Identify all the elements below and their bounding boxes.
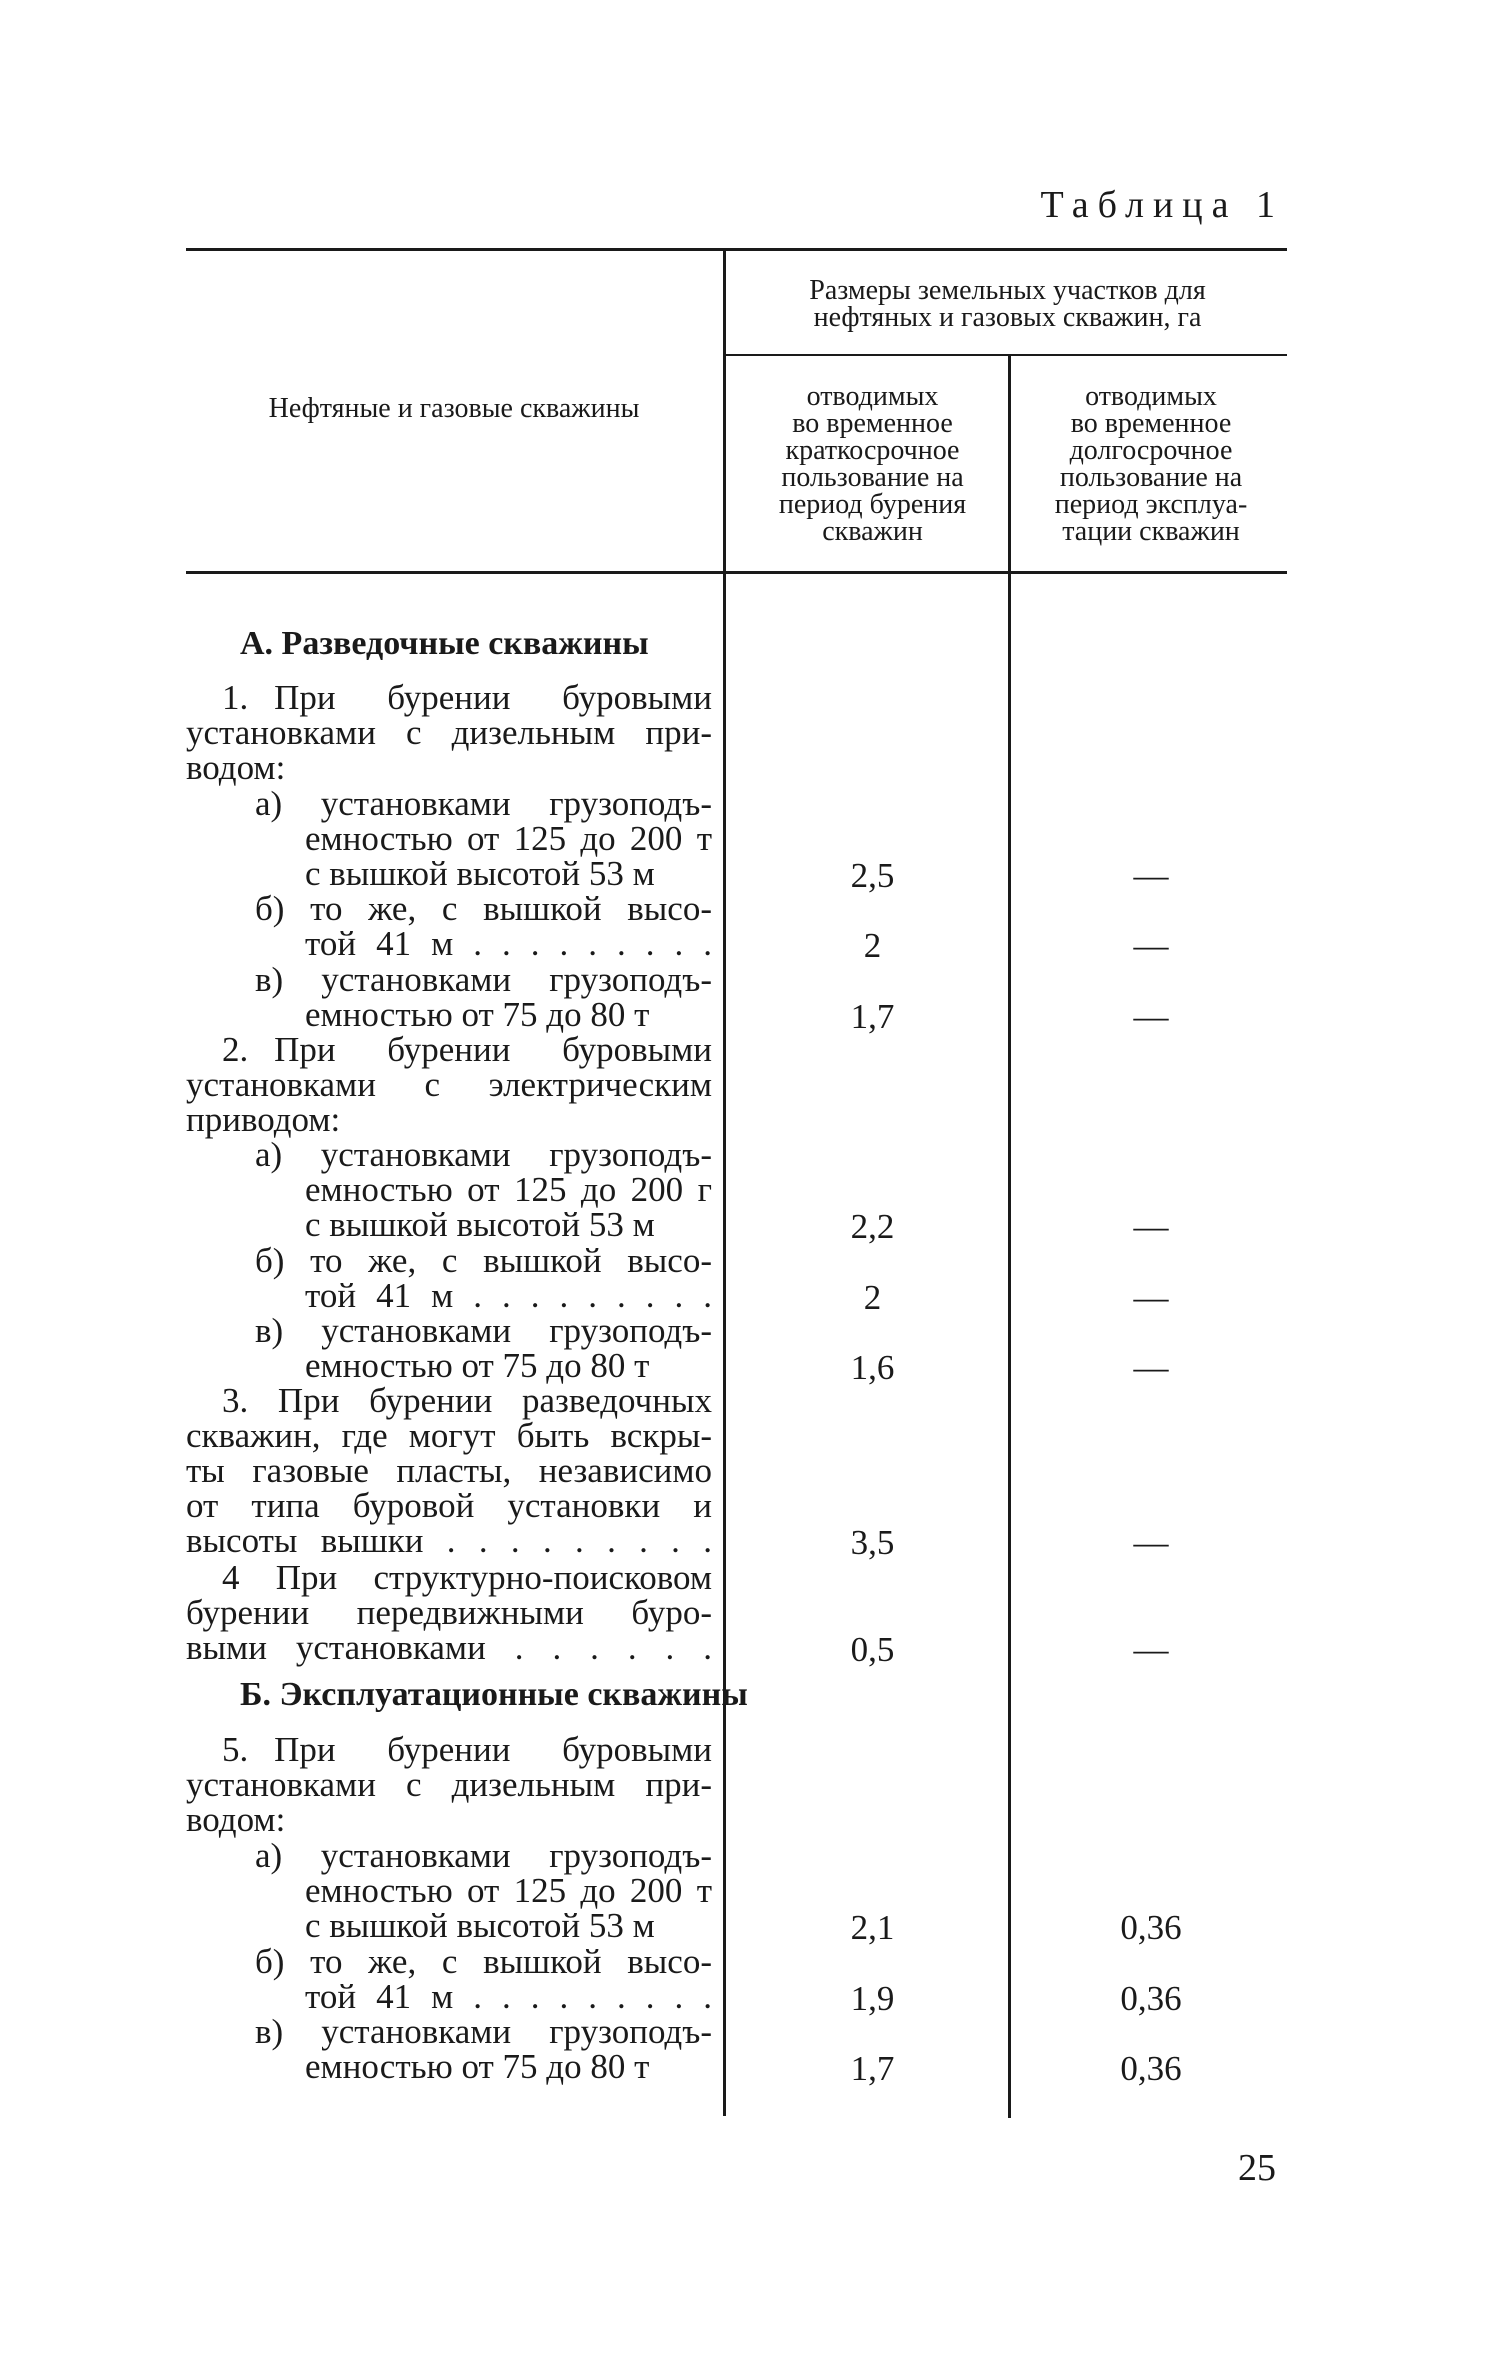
row-text-line: той 41 м . . . . . . . . .: [305, 1977, 712, 2016]
row-text-line: в) установками грузоподъ-: [255, 2012, 712, 2051]
group-header-line: Размеры земельных участков для: [809, 275, 1206, 306]
row-text-line: емностью от 125 до 200 т: [305, 819, 712, 858]
value-long-term: —: [1133, 1207, 1169, 1246]
row-text-line: б) то же, с вышкой высо-: [255, 1241, 712, 1280]
row-text-line: установками с дизельным при-: [186, 1765, 712, 1804]
row-text-line: выми установками . . . . . .: [186, 1628, 712, 1667]
value-long-term: —: [1133, 856, 1169, 895]
value-short-term: 1,7: [850, 997, 895, 1036]
row-text-line: емностью от 125 до 200 г: [305, 1170, 712, 1209]
row-text-line: в) установками грузоподъ-: [255, 960, 712, 999]
value-short-term: 2: [863, 1278, 882, 1317]
column-header-wells: Нефтяные и газовые скважины: [268, 393, 640, 424]
row-text-line: а) установками грузоподъ-: [255, 784, 712, 823]
column-header-short-term: [735, 383, 1010, 545]
section-title-production: Б. Эксплуатационные скважины: [240, 1676, 748, 1713]
header-line: период эксплуа-: [1054, 489, 1248, 520]
row-text-line: в) установками грузоподъ-: [255, 1311, 712, 1350]
row-text-line: от типа буровой установки и: [186, 1486, 712, 1525]
row-text-line: установками с электрическим: [186, 1065, 712, 1104]
header-bottom-rule: [186, 571, 1287, 574]
row-text-line: 4 При структурно-поисковом: [222, 1558, 712, 1597]
row-text-line: б) то же, с вышкой высо-: [255, 1942, 712, 1981]
header-line: пользование на: [781, 462, 964, 493]
value-long-term: —: [1133, 1523, 1169, 1562]
row-text-line: емностью от 125 до 200 т: [305, 1871, 712, 1910]
row-text-line: ты газовые пласты, независимо: [186, 1451, 712, 1490]
group-header-line: нефтяных и газовых скважин, га: [813, 302, 1202, 333]
header-line: во временное: [1070, 408, 1232, 439]
row-text-line: емностью от 75 до 80 т: [305, 1346, 650, 1385]
column-header-long-term: [1015, 383, 1287, 545]
header-line: тации скважин: [1062, 516, 1240, 547]
value-long-term: 0,36: [1120, 1908, 1182, 1947]
section-title-exploration: А. Разведочные скважины: [240, 625, 649, 662]
row-text-line: 5. При бурении буровыми: [222, 1730, 712, 1769]
column-divider-1: [723, 248, 726, 2116]
row-text-line: с вышкой высотой 53 м: [305, 1205, 655, 1244]
value-long-term: 0,36: [1120, 2049, 1182, 2088]
row-text-line: 1. При бурении буровыми: [222, 678, 712, 717]
header-line: краткосрочное: [785, 435, 960, 466]
header-line: во временное: [792, 408, 953, 439]
row-text-line: той 41 м . . . . . . . . .: [305, 1276, 712, 1315]
row-text-line: 2. При бурении буровыми: [222, 1030, 712, 1069]
value-long-term: —: [1133, 1348, 1169, 1387]
value-short-term: 0,5: [850, 1630, 895, 1669]
value-short-term: 1,9: [850, 1979, 895, 2018]
row-text-line: водом:: [186, 1800, 286, 1839]
value-short-term: 1,6: [850, 1348, 895, 1387]
row-text-line: приводом:: [186, 1100, 341, 1139]
row-text-line: а) установками грузоподъ-: [255, 1135, 712, 1174]
top-rule: [186, 248, 1287, 251]
value-short-term: 2,2: [850, 1207, 895, 1246]
row-text-line: установками с дизельным при-: [186, 713, 712, 752]
value-long-term: —: [1133, 997, 1169, 1036]
row-text-line: с вышкой высотой 53 м: [305, 1906, 655, 1945]
group-rule: [726, 354, 1287, 356]
row-text-line: с вышкой высотой 53 м: [305, 854, 655, 893]
row-text-line: б) то же, с вышкой высо-: [255, 889, 712, 928]
value-short-term: 2,1: [850, 1908, 895, 1947]
header-line: отводимых: [1085, 381, 1217, 412]
row-text-line: скважин, где могут быть вскры-: [186, 1416, 712, 1455]
header-line: долгосрочное: [1069, 435, 1233, 466]
value-long-term: —: [1133, 1630, 1169, 1669]
value-long-term: 0,36: [1120, 1979, 1182, 2018]
row-text-line: емностью от 75 до 80 т: [305, 2047, 650, 2086]
header-line: пользование на: [1059, 462, 1243, 493]
value-short-term: 3,5: [850, 1523, 895, 1562]
row-text-line: высоты вышки . . . . . . . . .: [186, 1521, 712, 1560]
row-text-line: той 41 м . . . . . . . . .: [305, 924, 712, 963]
value-long-term: —: [1133, 1278, 1169, 1317]
page-number: 25: [1238, 2147, 1276, 2189]
value-short-term: 2,5: [850, 856, 895, 895]
value-short-term: 1,7: [850, 2049, 895, 2088]
row-text-line: 3. При бурении разведочных: [222, 1381, 712, 1420]
header-line: скважин: [822, 516, 923, 547]
row-text-line: бурении передвижными буро-: [186, 1593, 712, 1632]
column-group-header: [730, 277, 1285, 331]
value-short-term: 2: [863, 926, 882, 965]
header-line: отводимых: [806, 381, 939, 412]
header-line: период бурения: [778, 489, 967, 520]
row-text-line: а) установками грузоподъ-: [255, 1836, 712, 1875]
value-long-term: —: [1133, 926, 1169, 965]
row-text-line: водом:: [186, 748, 286, 787]
table-title: Таблица 1: [1040, 184, 1284, 226]
row-text-line: емностью от 75 до 80 т: [305, 995, 650, 1034]
